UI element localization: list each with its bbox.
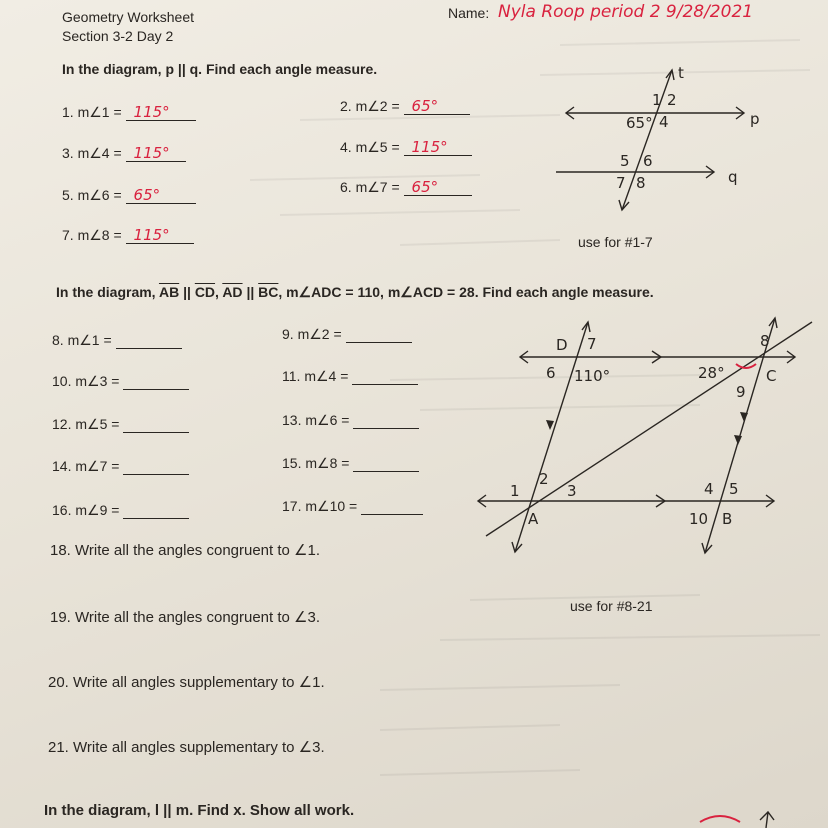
- question-number: 7.: [62, 227, 74, 243]
- vertex-c: C: [766, 367, 777, 385]
- question-label: m∠3 =: [75, 373, 120, 389]
- figure2-caption: use for #8-21: [570, 598, 653, 614]
- handwritten-answer: 65°: [411, 178, 439, 196]
- section-label: Section 3-2 Day 2: [62, 28, 174, 44]
- question-number: 12.: [52, 416, 72, 432]
- question-label: m∠6 =: [77, 187, 122, 203]
- question-label: m∠7 =: [355, 179, 400, 195]
- student-name: Nyla Roop period 2 9/28/2021: [498, 2, 754, 22]
- angle-3-value: 65°: [626, 114, 653, 132]
- question-number: 10.: [52, 373, 72, 389]
- angle-6-label: 6: [546, 364, 556, 382]
- part1-instruction: In the diagram, p || q. Find each angle measure.: [62, 61, 378, 77]
- label-p: p: [750, 110, 760, 128]
- question-number: 9.: [282, 326, 294, 342]
- question-number: 6.: [340, 179, 352, 195]
- angle-10-label: 10: [689, 510, 709, 528]
- name-label: Name:: [448, 5, 490, 21]
- question-number: 1.: [62, 104, 74, 120]
- question-21: 21. Write all angles supplementary to ∠3.: [48, 739, 325, 756]
- angle-4-label: 4: [659, 113, 669, 131]
- question-number: 15.: [282, 455, 302, 471]
- question-18: 18. Write all the angles congruent to ∠1.: [50, 542, 320, 559]
- part3-instruction: In the diagram, l || m. Find x. Show all work.: [44, 802, 355, 819]
- question-number: 3.: [62, 145, 74, 161]
- angle-2-label: 2: [667, 91, 677, 109]
- segment-ab: $\overline{AB}$: [158, 284, 180, 300]
- question-label: m∠10 =: [305, 498, 358, 514]
- instruction-rest: , m∠ADC = 110, m∠ACD = 28. Find each angle measure.: [278, 284, 654, 300]
- question-label: m∠2 =: [355, 98, 400, 114]
- question-number: 13.: [282, 412, 302, 428]
- angle-28-value: 28°: [698, 364, 725, 382]
- question-19: 19. Write all the angles congruent to ∠3.: [50, 609, 320, 626]
- handwritten-answer: 115°: [411, 138, 448, 156]
- parallel-symbol: ||: [183, 284, 191, 300]
- handwritten-answer: 65°: [133, 186, 161, 204]
- question-label: m∠9 =: [75, 502, 120, 518]
- angle-2-label: 2: [539, 470, 549, 488]
- worksheet-title: Geometry Worksheet: [62, 9, 195, 25]
- handwritten-answer: 115°: [133, 226, 170, 244]
- angle-9-label: 9: [736, 383, 746, 401]
- question-number: 5.: [62, 187, 74, 203]
- vertex-b: B: [722, 510, 733, 528]
- question-label: m∠5 =: [355, 139, 400, 155]
- question-number: 8.: [52, 332, 64, 348]
- figure1-caption: use for #1-7: [578, 234, 653, 250]
- question-number: 17.: [282, 498, 302, 514]
- question-number: 16.: [52, 502, 72, 518]
- angle-3-label: 3: [567, 482, 577, 500]
- segment-cd: $\overline{CD}$: [194, 284, 216, 300]
- question-label: m∠8 =: [305, 455, 350, 471]
- label-q: q: [728, 168, 738, 186]
- instruction-prefix: In the diagram,: [56, 284, 156, 300]
- parallel-symbol: ||: [246, 284, 255, 300]
- angle-7-label: 7: [616, 174, 626, 192]
- angle-4-label: 4: [704, 480, 714, 498]
- question-label: m∠1 =: [67, 332, 112, 348]
- vertex-a: A: [528, 510, 539, 528]
- question-label: m∠1 =: [77, 104, 122, 120]
- segment-ad: $\overline{AD}$: [222, 284, 243, 300]
- question-label: m∠7 =: [75, 458, 120, 474]
- question-label: m∠2 =: [297, 326, 342, 342]
- comma: ,: [215, 284, 219, 300]
- question-label: m∠4 =: [304, 368, 349, 384]
- angle-7-label: 7: [587, 335, 597, 353]
- angle-6-label: 6: [643, 152, 653, 170]
- question-label: m∠5 =: [75, 416, 120, 432]
- question-label: m∠6 =: [305, 412, 350, 428]
- diagonal-ac: [486, 322, 812, 536]
- parallel-marker: [740, 412, 748, 422]
- vertex-d: D: [556, 336, 568, 354]
- angle-8-label: 8: [636, 174, 646, 192]
- handwritten-answer: 115°: [133, 103, 170, 121]
- question-number: 4.: [340, 139, 352, 155]
- handwritten-answer: 65°: [411, 97, 439, 115]
- question-20: 20. Write all angles supplementary to ∠1.: [48, 674, 325, 691]
- segment-bc: $\overline{BC}$: [258, 284, 279, 300]
- parallel-marker: [734, 435, 742, 445]
- label-t: t: [678, 64, 684, 82]
- question-number: 2.: [340, 98, 352, 114]
- handwritten-answer: 115°: [133, 144, 170, 162]
- question-label: m∠8 =: [77, 227, 122, 243]
- angle-1-label: 1: [652, 91, 662, 109]
- question-number: 11.: [282, 368, 301, 384]
- question-number: 14.: [52, 458, 72, 474]
- angle-110-value: 110°: [574, 367, 611, 385]
- angle-8-label: 8: [760, 332, 770, 350]
- angle-1-label: 1: [510, 482, 520, 500]
- angle-5-label: 5: [729, 480, 739, 498]
- parallel-marker: [546, 420, 554, 430]
- angle-5-label: 5: [620, 152, 630, 170]
- question-label: m∠4 =: [77, 145, 122, 161]
